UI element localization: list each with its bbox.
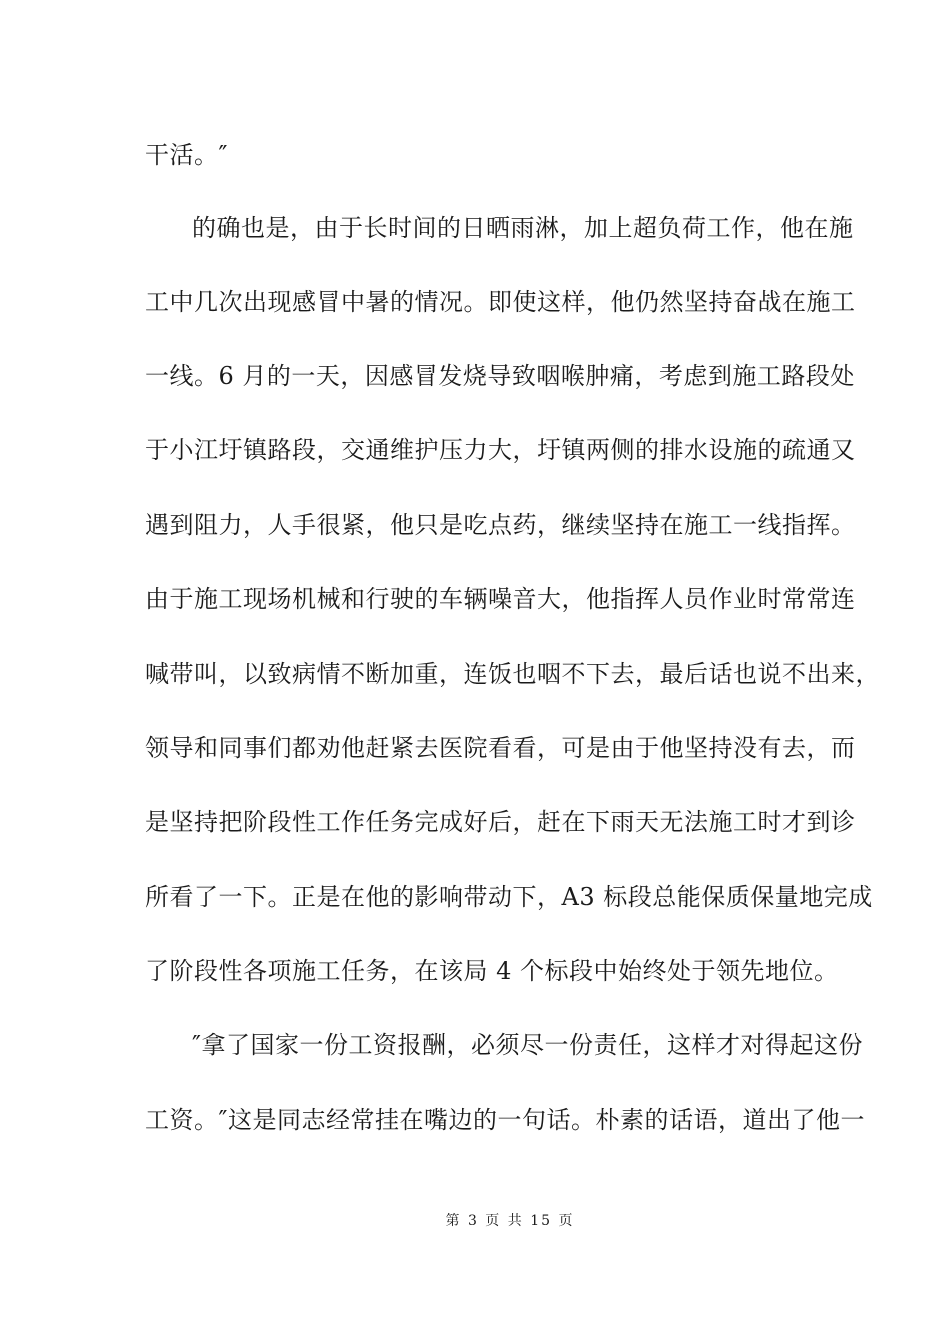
- text-line: 干活。″: [145, 141, 228, 169]
- text-line: 工资。″这是同志经常挂在嘴边的一句话。朴素的话语，道出了他一: [145, 1106, 865, 1134]
- text-line: 了阶段性各项施工任务，在该局 4 个标段中始终处于领先地位。: [145, 957, 839, 985]
- text-line: ″拿了国家一份工资报酬，必须尽一份责任，这样才对得起这份: [192, 1031, 863, 1059]
- text-line: 由于施工现场机械和行驶的车辆噪音大，他指挥人员作业时常常连: [145, 585, 856, 613]
- text-line: 遇到阻力，人手很紧，他只是吃点药，继续坚持在施工一线指挥。: [145, 511, 856, 539]
- text-line: 工中几次出现感冒中暑的情况。即使这样，他仍然坚持奋战在施工: [145, 288, 856, 316]
- text-line: 所看了一下。正是在他的影响带动下，A3 标段总能保质保量地完成: [145, 883, 873, 911]
- text-line: 于小江圩镇路段，交通维护压力大，圩镇两侧的排水设施的疏通又: [145, 436, 856, 464]
- text-line: 一线。6 月的一天，因感冒发烧导致咽喉肿痛，考虑到施工路段处: [145, 362, 855, 390]
- text-line: 领导和同事们都劝他赶紧去医院看看，可是由于他坚持没有去，而: [145, 734, 856, 762]
- text-line: 是坚持把阶段性工作任务完成好后，赶在下雨天无法施工时才到诊: [145, 808, 856, 836]
- text-line: 喊带叫，以致病情不断加重，连饭也咽不下去，最后话也说不出来，: [145, 660, 880, 688]
- page-number: 第 3 页 共 15 页: [445, 1213, 575, 1229]
- text-line: 的确也是，由于长时间的日晒雨淋，加上超负荷工作，他在施: [192, 214, 854, 242]
